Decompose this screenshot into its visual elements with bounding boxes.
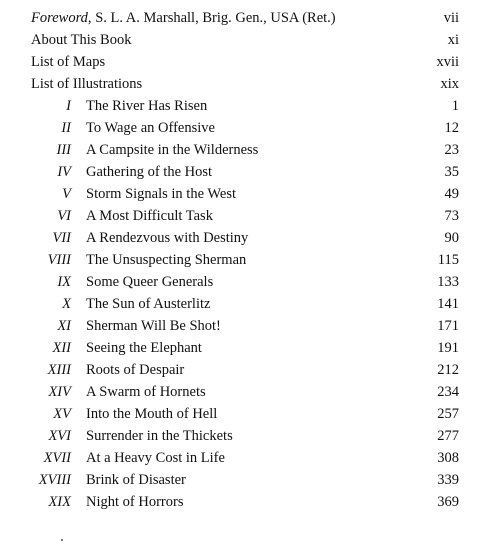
chapter-numeral: XI	[57, 318, 71, 334]
chapter-title: Gathering of the Host	[86, 164, 213, 180]
toc-chapter-entry	[0, 359, 491, 381]
chapter-page: 1	[451, 98, 459, 114]
chapter-numeral: XIII	[47, 362, 71, 378]
chapter-numeral: VI	[57, 208, 71, 224]
toc-entry-foreword	[0, 7, 491, 29]
chapter-page: 234	[437, 384, 459, 400]
toc-chapter-entry	[0, 293, 491, 315]
toc-chapter-entry	[0, 315, 491, 337]
chapter-numeral: III	[56, 142, 71, 158]
stray-print-mark	[61, 539, 63, 541]
chapter-page: 339	[437, 472, 459, 488]
toc-chapter-entry	[0, 447, 491, 469]
chapter-numeral: VII	[52, 230, 71, 246]
toc-chapter-entry	[0, 337, 491, 359]
chapter-page: 212	[437, 362, 459, 378]
toc-entry-page: vii	[443, 10, 459, 26]
chapter-title: Night of Horrors	[86, 494, 184, 510]
toc-entry-title: List of Maps	[31, 54, 106, 70]
chapter-numeral: II	[61, 120, 71, 136]
chapter-numeral: IV	[57, 164, 71, 180]
toc-entry-title: List of Illustrations	[31, 76, 143, 92]
chapter-numeral: XII	[52, 340, 71, 356]
chapter-numeral: XIV	[48, 384, 71, 400]
chapter-title: At a Heavy Cost in Life	[86, 450, 225, 466]
toc-chapter-entry	[0, 403, 491, 425]
chapter-page: 308	[437, 450, 459, 466]
toc-chapter-entry	[0, 381, 491, 403]
toc-chapter-entry	[0, 425, 491, 447]
chapter-page: 257	[437, 406, 459, 422]
chapter-numeral: VIII	[47, 252, 71, 268]
toc-chapter-entry	[0, 183, 491, 205]
chapter-numeral: XIX	[48, 494, 71, 510]
toc-entry-lead: Foreword,	[31, 10, 92, 26]
toc-chapter-entry	[0, 205, 491, 227]
chapter-page: 277	[437, 428, 459, 444]
toc-entry-page: xix	[440, 76, 459, 92]
chapter-title: Into the Mouth of Hell	[86, 406, 218, 422]
chapter-page: 90	[444, 230, 459, 246]
chapter-title: A Swarm of Hornets	[86, 384, 206, 400]
chapter-title: Sherman Will Be Shot!	[86, 318, 221, 334]
chapter-page: 141	[437, 296, 459, 312]
toc-entry-about-this-book	[0, 29, 491, 51]
chapter-page: 73	[444, 208, 459, 224]
toc-entry-title-text: S. L. A. Marshall, Brig. Gen., USA (Ret.)	[91, 10, 336, 26]
chapter-title: Brink of Disaster	[86, 472, 186, 488]
chapter-page: 133	[437, 274, 459, 290]
chapter-page: 23	[444, 142, 459, 158]
chapter-page: 115	[437, 252, 459, 268]
chapter-numeral: X	[62, 296, 71, 312]
chapter-title: A Campsite in the Wilderness	[86, 142, 259, 158]
chapter-page: 49	[444, 186, 459, 202]
chapter-title: Roots of Despair	[86, 362, 185, 378]
chapter-title: Seeing the Elephant	[86, 340, 202, 356]
toc-chapter-entry	[0, 271, 491, 293]
chapter-page: 171	[437, 318, 459, 334]
toc-entry-title	[31, 7, 336, 29]
chapter-numeral: I	[66, 98, 71, 114]
toc-entry-title: About This Book	[31, 32, 132, 48]
toc-chapter-entry	[0, 161, 491, 183]
chapter-title: To Wage an Offensive	[86, 120, 215, 136]
chapter-numeral: XV	[53, 406, 71, 422]
toc-chapter-entry	[0, 117, 491, 139]
toc-chapter-entry	[0, 249, 491, 271]
toc-entry-page: xi	[447, 32, 459, 48]
chapter-numeral: V	[62, 186, 71, 202]
chapter-title: A Most Difficult Task	[86, 208, 213, 224]
toc-chapter-entry	[0, 139, 491, 161]
chapter-title: The Sun of Austerlitz	[86, 296, 211, 312]
chapter-page: 369	[437, 494, 459, 510]
chapter-title: A Rendezvous with Destiny	[86, 230, 249, 246]
chapter-numeral: XVII	[43, 450, 71, 466]
chapter-title: Some Queer Generals	[86, 274, 214, 290]
chapter-title: Surrender in the Thickets	[86, 428, 233, 444]
chapter-title: The River Has Risen	[86, 98, 208, 114]
toc-chapter-entry	[0, 491, 491, 513]
chapter-page: 191	[437, 340, 459, 356]
chapter-page: 12	[444, 120, 459, 136]
chapter-numeral: XVIII	[38, 472, 71, 488]
toc-chapter-entry	[0, 95, 491, 117]
chapter-page: 35	[444, 164, 459, 180]
chapter-numeral: XVI	[48, 428, 71, 444]
chapter-title: Storm Signals in the West	[86, 186, 237, 202]
toc-chapter-entry	[0, 469, 491, 491]
chapter-title: The Unsuspecting Sherman	[86, 252, 247, 268]
toc-entry-page: xvii	[436, 54, 459, 70]
chapter-numeral: IX	[57, 274, 71, 290]
toc-entry-list-of-maps	[0, 51, 491, 73]
toc-chapter-entry	[0, 227, 491, 249]
toc-entry-list-of-illustrations	[0, 73, 491, 95]
